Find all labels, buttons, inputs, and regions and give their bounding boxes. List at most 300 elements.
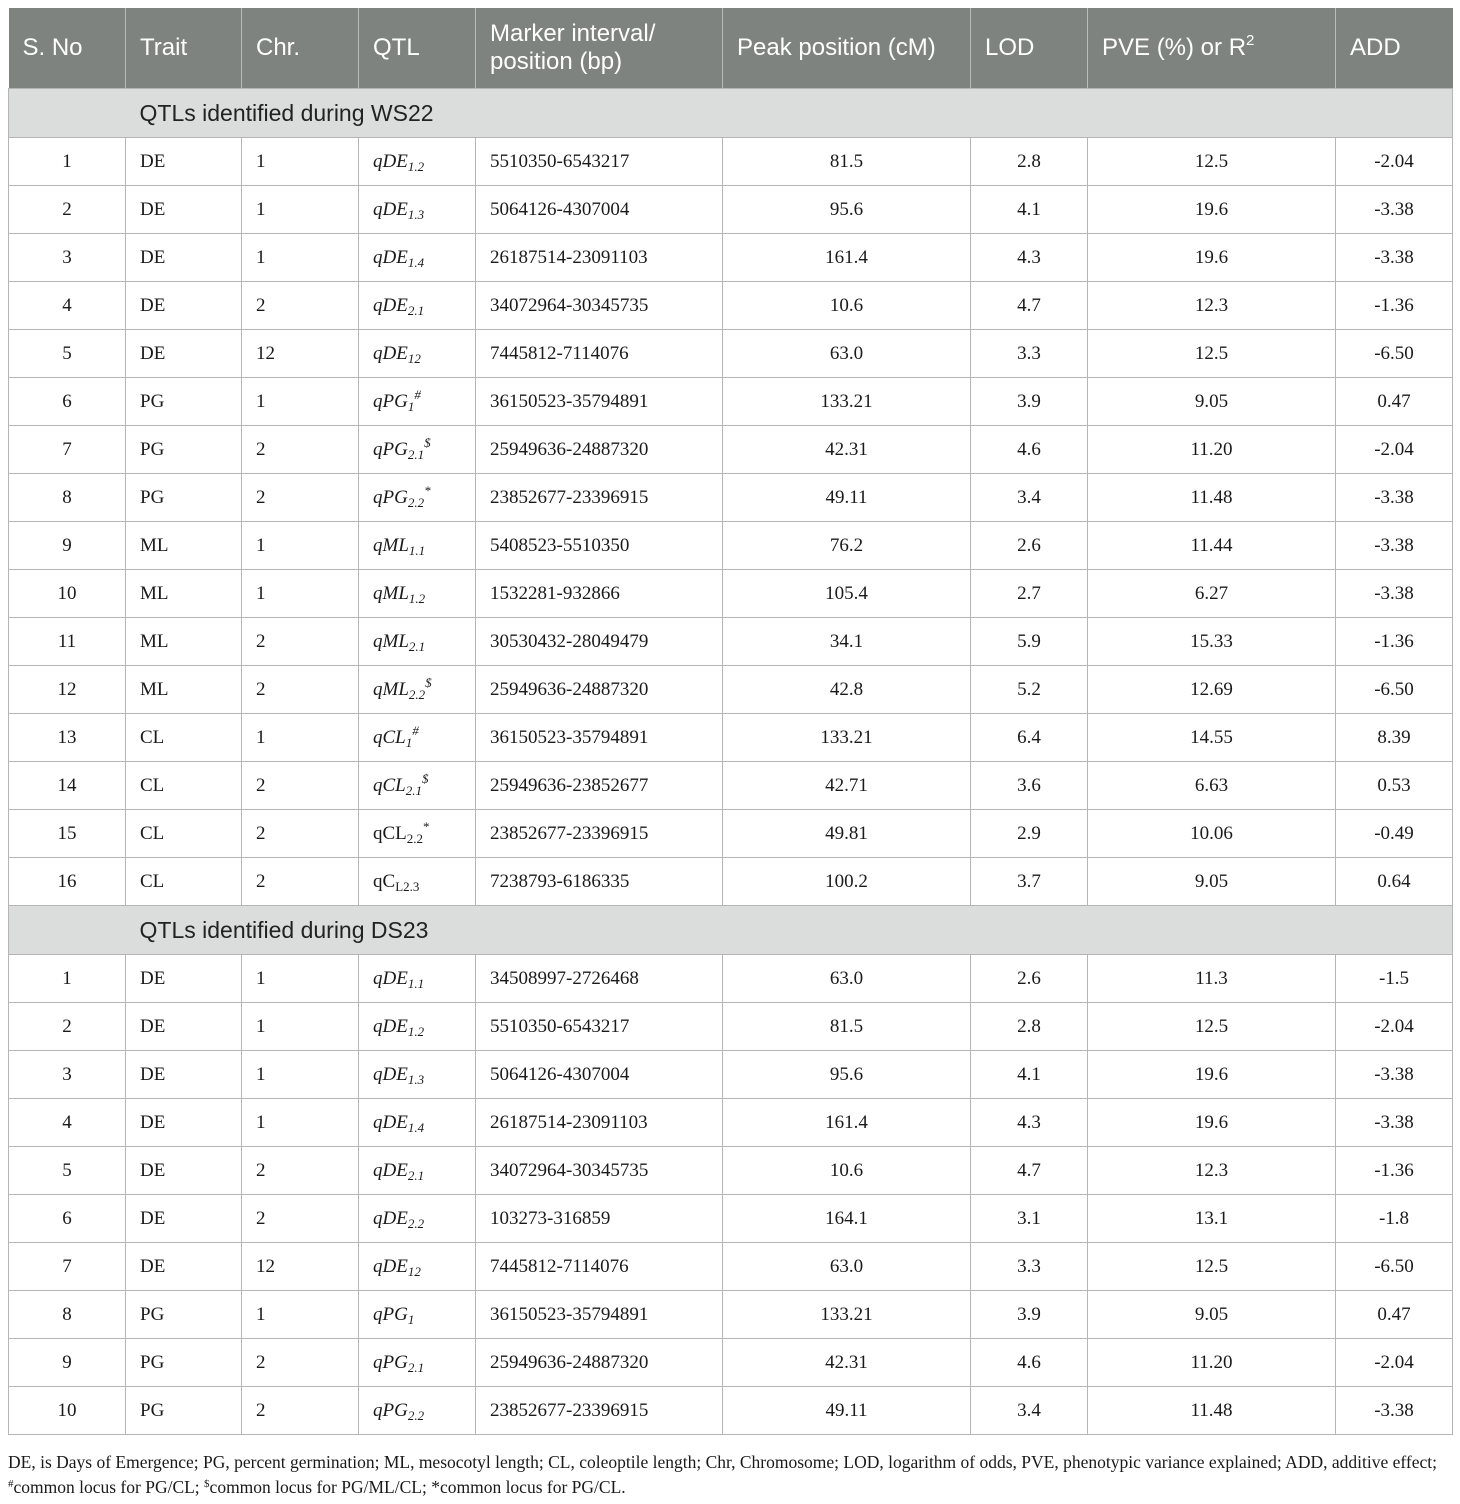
cell-chr: 1 xyxy=(242,138,359,186)
cell-lod: 4.6 xyxy=(971,1339,1088,1387)
cell-lod: 3.1 xyxy=(971,1195,1088,1243)
qtl-name: qPG xyxy=(373,438,408,460)
cell-qtl xyxy=(359,1051,476,1099)
table-body xyxy=(9,89,1453,1435)
cell-marker: 34072964-30345735 xyxy=(476,1147,723,1195)
cell-pve: 11.48 xyxy=(1088,1387,1336,1435)
cell-chr: 1 xyxy=(242,1051,359,1099)
section-row xyxy=(9,89,1453,138)
qtl-name: qDE xyxy=(373,342,408,364)
qtl-name: qC xyxy=(373,870,396,892)
cell-qtl xyxy=(359,1147,476,1195)
table-header xyxy=(9,8,1453,89)
cell-lod: 5.2 xyxy=(971,666,1088,714)
table-row xyxy=(9,378,1453,426)
cell-chr: 1 xyxy=(242,955,359,1003)
cell-trait: DE xyxy=(126,234,242,282)
cell-qtl xyxy=(359,618,476,666)
qtl-name: qDE xyxy=(373,1159,408,1181)
table-row xyxy=(9,234,1453,282)
header-qtl: QTL xyxy=(359,8,476,89)
cell-trait: PG xyxy=(126,426,242,474)
cell-pve: 9.05 xyxy=(1088,1291,1336,1339)
qtl-superscript: $ xyxy=(424,434,431,450)
cell-chr: 12 xyxy=(242,330,359,378)
cell-lod: 3.4 xyxy=(971,1387,1088,1435)
cell-peak: 100.2 xyxy=(723,858,971,906)
cell-pve: 19.6 xyxy=(1088,1099,1336,1147)
footnote-main: DE, is Days of Emergence; PG, percent germination; ML, mesocotyl length; CL, coleoptile length; Chr, Chromosome; LOD, logarithm of odds, PVE, phenotypic variance explained; ADD, additive effect; xyxy=(8,1452,1437,1472)
cell-add: -3.38 xyxy=(1336,234,1453,282)
cell-peak: 49.11 xyxy=(723,474,971,522)
cell-chr: 1 xyxy=(242,570,359,618)
cell-add: -3.38 xyxy=(1336,1051,1453,1099)
cell-peak: 105.4 xyxy=(723,570,971,618)
cell-pve: 12.69 xyxy=(1088,666,1336,714)
qtl-superscript: # xyxy=(414,386,421,402)
cell-add: -1.8 xyxy=(1336,1195,1453,1243)
header-add: ADD xyxy=(1336,8,1453,89)
cell-marker: 25949636-24887320 xyxy=(476,1339,723,1387)
cell-qtl xyxy=(359,1291,476,1339)
cell-marker: 1532281-932866 xyxy=(476,570,723,618)
cell-trait: DE xyxy=(126,955,242,1003)
qtl-name: qDE xyxy=(373,1111,408,1133)
cell-marker: 5408523-5510350 xyxy=(476,522,723,570)
cell-peak: 133.21 xyxy=(723,378,971,426)
qtl-superscript: * xyxy=(424,482,431,498)
qtl-name: qDE xyxy=(373,1063,408,1085)
cell-marker: 25949636-24887320 xyxy=(476,666,723,714)
header-trait: Trait xyxy=(126,8,242,89)
cell-pve: 12.5 xyxy=(1088,1243,1336,1291)
cell-qtl xyxy=(359,282,476,330)
table-row xyxy=(9,666,1453,714)
header-chr: Chr. xyxy=(242,8,359,89)
cell-pve: 11.44 xyxy=(1088,522,1336,570)
qtl-name: qPG xyxy=(373,1351,408,1373)
cell-marker: 36150523-35794891 xyxy=(476,714,723,762)
cell-sno: 3 xyxy=(9,234,126,282)
table-row xyxy=(9,1147,1453,1195)
table-row xyxy=(9,1339,1453,1387)
qtl-name: qDE xyxy=(373,1255,408,1277)
qtl-name: qDE xyxy=(373,1207,408,1229)
table-row xyxy=(9,955,1453,1003)
cell-add: -3.38 xyxy=(1336,1387,1453,1435)
header-peak-position: Peak position (cM) xyxy=(723,8,971,89)
cell-marker: 25949636-24887320 xyxy=(476,426,723,474)
qtl-name: qPG xyxy=(373,486,408,508)
cell-marker: 34508997-2726468 xyxy=(476,955,723,1003)
qtl-name: qML xyxy=(373,582,409,604)
qtl-superscript: $ xyxy=(422,770,429,786)
cell-chr: 1 xyxy=(242,378,359,426)
table-row xyxy=(9,138,1453,186)
header-pve-sup: 2 xyxy=(1246,32,1255,49)
qtl-subscript: 1.4 xyxy=(407,1119,425,1135)
cell-qtl xyxy=(359,570,476,618)
cell-chr: 2 xyxy=(242,474,359,522)
cell-pve: 9.05 xyxy=(1088,378,1336,426)
qtl-subscript: 1 xyxy=(407,398,415,414)
qtl-subscript: 1.4 xyxy=(407,254,425,270)
cell-sno: 16 xyxy=(9,858,126,906)
cell-sno: 8 xyxy=(9,474,126,522)
cell-chr: 2 xyxy=(242,762,359,810)
cell-chr: 1 xyxy=(242,234,359,282)
table-row xyxy=(9,714,1453,762)
qtl-subscript: 2.1 xyxy=(405,782,422,798)
cell-peak: 133.21 xyxy=(723,1291,971,1339)
cell-qtl xyxy=(359,522,476,570)
qtl-superscript: $ xyxy=(425,674,432,690)
cell-add: -3.38 xyxy=(1336,522,1453,570)
header-pve-text: PVE (%) or R xyxy=(1102,34,1247,61)
qtl-table xyxy=(8,8,1453,1435)
qtl-subscript: 1 xyxy=(407,1311,415,1327)
qtl-name: qDE xyxy=(373,967,408,989)
cell-trait: DE xyxy=(126,1147,242,1195)
cell-pve: 9.05 xyxy=(1088,858,1336,906)
cell-marker: 5510350-6543217 xyxy=(476,1003,723,1051)
cell-add: -3.38 xyxy=(1336,1099,1453,1147)
qtl-name: qDE xyxy=(373,1015,408,1037)
qtl-subscript: 2.2 xyxy=(407,1215,425,1231)
cell-chr: 2 xyxy=(242,1387,359,1435)
cell-marker: 7445812-7114076 xyxy=(476,1243,723,1291)
cell-peak: 161.4 xyxy=(723,234,971,282)
cell-qtl xyxy=(359,426,476,474)
section-row xyxy=(9,906,1453,955)
cell-peak: 76.2 xyxy=(723,522,971,570)
cell-lod: 4.3 xyxy=(971,234,1088,282)
footnote-text-3: *common locus for PG/CL. xyxy=(431,1477,626,1497)
cell-add: -1.36 xyxy=(1336,282,1453,330)
qtl-subscript: 1 xyxy=(405,734,413,750)
cell-sno: 8 xyxy=(9,1291,126,1339)
qtl-subscript: L2.3 xyxy=(395,878,420,894)
cell-trait: ML xyxy=(126,522,242,570)
cell-pve: 10.06 xyxy=(1088,810,1336,858)
table-row xyxy=(9,474,1453,522)
table-row xyxy=(9,1243,1453,1291)
cell-lod: 4.3 xyxy=(971,1099,1088,1147)
cell-pve: 12.3 xyxy=(1088,282,1336,330)
cell-marker: 23852677-23396915 xyxy=(476,810,723,858)
table-row xyxy=(9,762,1453,810)
cell-peak: 42.31 xyxy=(723,426,971,474)
qtl-subscript: 2.1 xyxy=(407,1359,425,1375)
header-pve xyxy=(1088,8,1336,89)
cell-peak: 49.81 xyxy=(723,810,971,858)
table-row xyxy=(9,570,1453,618)
cell-marker: 34072964-30345735 xyxy=(476,282,723,330)
header-marker-line2: position (bp) xyxy=(490,48,623,75)
cell-trait: ML xyxy=(126,666,242,714)
cell-add: -2.04 xyxy=(1336,138,1453,186)
cell-qtl xyxy=(359,762,476,810)
footnote-text-1: common locus for PG/CL; xyxy=(13,1477,205,1497)
cell-peak: 42.8 xyxy=(723,666,971,714)
cell-qtl xyxy=(359,1387,476,1435)
cell-sno: 6 xyxy=(9,378,126,426)
cell-trait: ML xyxy=(126,618,242,666)
cell-chr: 2 xyxy=(242,1339,359,1387)
cell-trait: DE xyxy=(126,138,242,186)
cell-trait: DE xyxy=(126,282,242,330)
table-row xyxy=(9,186,1453,234)
cell-marker: 7445812-7114076 xyxy=(476,330,723,378)
qtl-subscript: 2.1 xyxy=(407,446,425,462)
cell-chr: 1 xyxy=(242,186,359,234)
cell-add: -6.50 xyxy=(1336,666,1453,714)
cell-lod: 5.9 xyxy=(971,618,1088,666)
qtl-name: qPG xyxy=(373,1303,408,1325)
cell-trait: PG xyxy=(126,474,242,522)
qtl-name: qPG xyxy=(373,390,408,412)
qtl-subscript: 12 xyxy=(407,350,421,366)
qtl-name: qDE xyxy=(373,246,408,268)
table-row xyxy=(9,1195,1453,1243)
cell-sno: 5 xyxy=(9,1147,126,1195)
cell-marker: 26187514-23091103 xyxy=(476,1099,723,1147)
section-spacer xyxy=(9,906,126,955)
cell-chr: 1 xyxy=(242,522,359,570)
qtl-name: qCL xyxy=(373,774,406,796)
cell-marker: 25949636-23852677 xyxy=(476,762,723,810)
cell-chr: 1 xyxy=(242,1099,359,1147)
cell-qtl xyxy=(359,474,476,522)
qtl-subscript: 2.2 xyxy=(406,830,424,846)
cell-sno: 10 xyxy=(9,1387,126,1435)
cell-peak: 95.6 xyxy=(723,186,971,234)
cell-lod: 4.1 xyxy=(971,1051,1088,1099)
cell-peak: 63.0 xyxy=(723,955,971,1003)
cell-add: -3.38 xyxy=(1336,186,1453,234)
qtl-subscript: 2.2 xyxy=(408,686,426,702)
cell-pve: 19.6 xyxy=(1088,234,1336,282)
cell-chr: 2 xyxy=(242,858,359,906)
qtl-superscript: # xyxy=(412,722,419,738)
qtl-subscript: 1.3 xyxy=(407,1071,425,1087)
table-row xyxy=(9,282,1453,330)
table-row xyxy=(9,426,1453,474)
cell-chr: 1 xyxy=(242,714,359,762)
cell-lod: 4.1 xyxy=(971,186,1088,234)
header-marker-interval xyxy=(476,8,723,89)
qtl-subscript: 2.2 xyxy=(407,494,425,510)
cell-trait: CL xyxy=(126,762,242,810)
cell-peak: 10.6 xyxy=(723,1147,971,1195)
header-marker-line1: Marker interval/ xyxy=(490,20,656,47)
cell-lod: 2.8 xyxy=(971,1003,1088,1051)
table-row xyxy=(9,1051,1453,1099)
cell-lod: 3.4 xyxy=(971,474,1088,522)
cell-sno: 11 xyxy=(9,618,126,666)
cell-pve: 11.20 xyxy=(1088,1339,1336,1387)
cell-qtl xyxy=(359,234,476,282)
qtl-subscript: 1.3 xyxy=(407,206,425,222)
table-row xyxy=(9,810,1453,858)
cell-chr: 12 xyxy=(242,1243,359,1291)
cell-trait: CL xyxy=(126,858,242,906)
cell-sno: 1 xyxy=(9,955,126,1003)
cell-add: -2.04 xyxy=(1336,426,1453,474)
cell-add: -0.49 xyxy=(1336,810,1453,858)
cell-sno: 13 xyxy=(9,714,126,762)
cell-lod: 4.7 xyxy=(971,1147,1088,1195)
cell-add: 0.53 xyxy=(1336,762,1453,810)
qtl-subscript: 2.1 xyxy=(407,302,425,318)
cell-qtl xyxy=(359,330,476,378)
cell-qtl xyxy=(359,1195,476,1243)
qtl-name: qCL xyxy=(373,822,407,844)
cell-sno: 3 xyxy=(9,1051,126,1099)
cell-qtl xyxy=(359,666,476,714)
cell-marker: 7238793-6186335 xyxy=(476,858,723,906)
cell-trait: PG xyxy=(126,378,242,426)
qtl-name: qPG xyxy=(373,1399,408,1421)
section-spacer xyxy=(9,89,126,138)
table-row xyxy=(9,618,1453,666)
cell-lod: 3.9 xyxy=(971,378,1088,426)
cell-qtl xyxy=(359,1243,476,1291)
cell-pve: 15.33 xyxy=(1088,618,1336,666)
cell-trait: DE xyxy=(126,186,242,234)
cell-lod: 4.6 xyxy=(971,426,1088,474)
table-row xyxy=(9,1387,1453,1435)
qtl-subscript: 1.2 xyxy=(407,158,425,174)
cell-chr: 2 xyxy=(242,1195,359,1243)
cell-pve: 12.5 xyxy=(1088,330,1336,378)
cell-peak: 81.5 xyxy=(723,138,971,186)
cell-lod: 3.7 xyxy=(971,858,1088,906)
qtl-name: qML xyxy=(373,534,409,556)
cell-add: -3.38 xyxy=(1336,570,1453,618)
cell-marker: 23852677-23396915 xyxy=(476,474,723,522)
cell-add: -2.04 xyxy=(1336,1003,1453,1051)
cell-sno: 1 xyxy=(9,138,126,186)
cell-pve: 13.1 xyxy=(1088,1195,1336,1243)
cell-chr: 2 xyxy=(242,810,359,858)
cell-marker: 30530432-28049479 xyxy=(476,618,723,666)
cell-chr: 2 xyxy=(242,1147,359,1195)
cell-trait: CL xyxy=(126,810,242,858)
cell-pve: 12.5 xyxy=(1088,1003,1336,1051)
cell-chr: 1 xyxy=(242,1003,359,1051)
cell-pve: 19.6 xyxy=(1088,1051,1336,1099)
cell-qtl xyxy=(359,138,476,186)
cell-sno: 5 xyxy=(9,330,126,378)
cell-trait: PG xyxy=(126,1291,242,1339)
qtl-name: qDE xyxy=(373,198,408,220)
cell-trait: PG xyxy=(126,1387,242,1435)
cell-add: -6.50 xyxy=(1336,1243,1453,1291)
cell-trait: DE xyxy=(126,1195,242,1243)
cell-add: -6.50 xyxy=(1336,330,1453,378)
table-footnote xyxy=(8,1450,1452,1500)
cell-trait: PG xyxy=(126,1339,242,1387)
qtl-subscript: 12 xyxy=(407,1263,421,1279)
cell-sno: 2 xyxy=(9,186,126,234)
cell-marker: 5510350-6543217 xyxy=(476,138,723,186)
qtl-table-container xyxy=(8,8,1452,1435)
header-sno: S. No xyxy=(9,8,126,89)
cell-lod: 2.7 xyxy=(971,570,1088,618)
cell-add: -1.36 xyxy=(1336,618,1453,666)
cell-marker: 36150523-35794891 xyxy=(476,378,723,426)
cell-trait: DE xyxy=(126,1051,242,1099)
cell-trait: DE xyxy=(126,330,242,378)
cell-qtl xyxy=(359,810,476,858)
cell-sno: 9 xyxy=(9,522,126,570)
cell-marker: 36150523-35794891 xyxy=(476,1291,723,1339)
footnote-text-2: common locus for PG/ML/CL; xyxy=(209,1477,432,1497)
table-row xyxy=(9,1291,1453,1339)
cell-marker: 103273-316859 xyxy=(476,1195,723,1243)
cell-chr: 2 xyxy=(242,426,359,474)
qtl-subscript: 2.1 xyxy=(408,638,426,654)
cell-add: 0.64 xyxy=(1336,858,1453,906)
cell-peak: 81.5 xyxy=(723,1003,971,1051)
cell-sno: 7 xyxy=(9,426,126,474)
cell-lod: 3.6 xyxy=(971,762,1088,810)
cell-trait: ML xyxy=(126,570,242,618)
table-row xyxy=(9,1003,1453,1051)
cell-sno: 4 xyxy=(9,282,126,330)
cell-peak: 42.71 xyxy=(723,762,971,810)
cell-sno: 7 xyxy=(9,1243,126,1291)
cell-sno: 4 xyxy=(9,1099,126,1147)
cell-chr: 2 xyxy=(242,618,359,666)
cell-peak: 10.6 xyxy=(723,282,971,330)
cell-lod: 4.7 xyxy=(971,282,1088,330)
cell-sno: 12 xyxy=(9,666,126,714)
cell-pve: 11.48 xyxy=(1088,474,1336,522)
cell-trait: DE xyxy=(126,1003,242,1051)
footnote-mark-hash: # xyxy=(8,1478,14,1490)
cell-lod: 3.3 xyxy=(971,330,1088,378)
cell-trait: DE xyxy=(126,1099,242,1147)
cell-peak: 42.31 xyxy=(723,1339,971,1387)
cell-pve: 6.27 xyxy=(1088,570,1336,618)
section-title: QTLs identified during DS23 xyxy=(126,906,1453,955)
cell-add: 0.47 xyxy=(1336,378,1453,426)
qtl-name: qML xyxy=(373,678,409,700)
header-lod: LOD xyxy=(971,8,1088,89)
qtl-name: qDE xyxy=(373,150,408,172)
cell-pve: 12.3 xyxy=(1088,1147,1336,1195)
cell-lod: 2.9 xyxy=(971,810,1088,858)
cell-qtl xyxy=(359,186,476,234)
cell-pve: 19.6 xyxy=(1088,186,1336,234)
cell-pve: 11.3 xyxy=(1088,955,1336,1003)
cell-qtl xyxy=(359,1003,476,1051)
cell-qtl xyxy=(359,714,476,762)
cell-marker: 23852677-23396915 xyxy=(476,1387,723,1435)
cell-peak: 164.1 xyxy=(723,1195,971,1243)
cell-peak: 133.21 xyxy=(723,714,971,762)
cell-peak: 63.0 xyxy=(723,330,971,378)
cell-peak: 95.6 xyxy=(723,1051,971,1099)
cell-lod: 2.8 xyxy=(971,138,1088,186)
cell-add: -3.38 xyxy=(1336,474,1453,522)
qtl-subscript: 1.2 xyxy=(407,1023,425,1039)
cell-qtl xyxy=(359,955,476,1003)
cell-chr: 2 xyxy=(242,282,359,330)
qtl-subscript: 1.1 xyxy=(408,542,426,558)
